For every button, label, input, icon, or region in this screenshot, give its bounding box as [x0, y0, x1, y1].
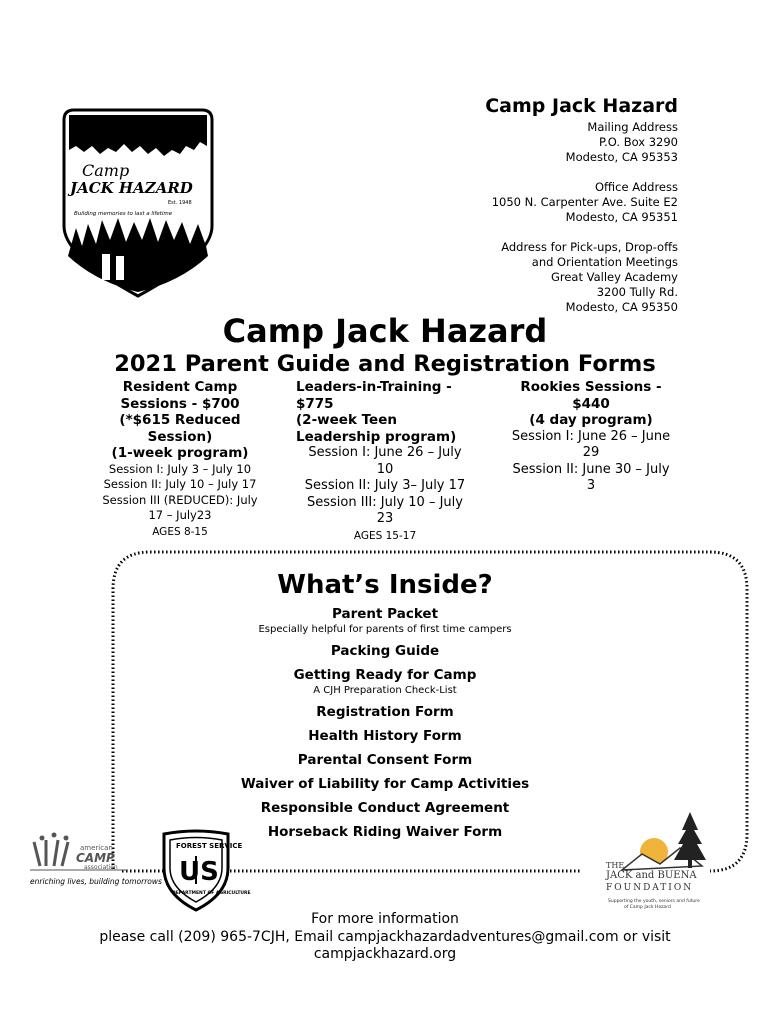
- session-line: Session I: July 3 – July 10: [108, 461, 252, 476]
- mailing-line: Modesto, CA 95353: [565, 150, 678, 164]
- office-label: Office Address: [594, 180, 678, 194]
- program-heading: Leadership program): [296, 428, 457, 445]
- contents-item: Getting Ready for Camp: [293, 667, 477, 683]
- contents-item: Packing Guide: [330, 643, 440, 659]
- session-line: Session II: June 30 – July: [512, 461, 670, 477]
- svg-text:association: association: [84, 864, 118, 871]
- contents-subtext: A CJH Preparation Check-List: [313, 685, 457, 696]
- jack-and-buena-foundation-logo: [602, 808, 720, 914]
- pickup-line: Great Valley Academy: [550, 270, 678, 284]
- office-line: 1050 N. Carpenter Ave. Suite E2: [491, 195, 678, 209]
- forest-service-shield-logo: [158, 828, 251, 912]
- footer-line: For more information: [311, 911, 459, 927]
- ages-label: AGES 8-15: [152, 525, 208, 538]
- session-line: Session I: June 26 – June: [511, 428, 671, 444]
- program-heading: $440: [572, 395, 610, 412]
- leaders-in-training-column: [296, 379, 474, 543]
- contents-subtext: Especially helpful for parents of first time campers: [258, 624, 512, 635]
- org-name: Camp Jack Hazard: [485, 95, 678, 117]
- contents-item: Waiver of Liability for Camp Activities: [240, 776, 530, 792]
- rookies-column: [500, 379, 682, 495]
- session-line: 29: [582, 445, 600, 460]
- contents-item: Health History Form: [308, 728, 462, 744]
- svg-text:US: US: [179, 857, 219, 887]
- office-line: Modesto, CA 95351: [565, 210, 678, 224]
- session-line: Session III (REDUCED): July: [102, 492, 258, 507]
- svg-text:DEPARTMENT OF AGRICULTURE: DEPARTMENT OF AGRICULTURE: [172, 891, 251, 896]
- contents-item: Responsible Conduct Agreement: [260, 800, 510, 816]
- resident-camp-column: [92, 379, 268, 539]
- mailing-label: Mailing Address: [587, 120, 678, 134]
- pickup-label: Address for Pick-ups, Drop-offs: [501, 240, 678, 254]
- svg-text:Est. 1948: Est. 1948: [168, 200, 192, 206]
- whats-inside-section: [0, 568, 770, 848]
- program-heading: $775: [296, 395, 334, 412]
- program-heading: Session): [147, 428, 213, 445]
- svg-text:JACK and BUENA: JACK and BUENA: [606, 870, 697, 881]
- page-subtitle: 2021 Parent Guide and Registration Forms: [114, 351, 656, 377]
- session-line: 23: [376, 511, 394, 526]
- svg-text:JACK HAZARD: JACK HAZARD: [70, 179, 193, 197]
- svg-text:FOUNDATION: FOUNDATION: [606, 883, 694, 893]
- svg-text:enriching lives, building tomo: enriching lives, building tomorrows: [30, 877, 162, 886]
- svg-text:Supporting the youth, seniors: Supporting the youth, seniors and future: [608, 899, 700, 904]
- american-camp-association-logo: [28, 832, 162, 892]
- session-line: Session II: July 3– July 17: [304, 478, 466, 493]
- contents-item: Registration Form: [316, 704, 454, 720]
- program-heading: Resident Camp: [122, 379, 238, 395]
- mailing-line: P.O. Box 3290: [599, 135, 678, 149]
- svg-text:Building memories to last a li: Building memories to last a lifetime: [74, 211, 173, 217]
- camp-jack-hazard-logo: [60, 106, 216, 298]
- pickup-line: 3200 Tully Rd.: [596, 285, 678, 299]
- program-heading: (4 day program): [529, 412, 653, 428]
- svg-text:CAMP: CAMP: [76, 851, 115, 865]
- program-heading: Rookies Sessions -: [520, 379, 662, 395]
- session-line: 3: [586, 478, 596, 493]
- whats-inside-heading: What’s Inside?: [277, 570, 493, 600]
- svg-text:of Camp Jack Hazard: of Camp Jack Hazard: [624, 905, 671, 910]
- contents-item: Parent Packet: [331, 606, 439, 622]
- footer-line: please call (209) 965-7CJH, Email campjackhazardadventures@gmail.com or visit: [99, 928, 671, 945]
- pickup-line: Modesto, CA 95350: [565, 300, 678, 314]
- ages-label: AGES 15-17: [353, 529, 417, 542]
- svg-text:FOREST SERVICE: FOREST SERVICE: [176, 842, 243, 850]
- svg-text:THE: THE: [606, 861, 625, 870]
- session-line: Session II: July 10 – July 17: [103, 477, 257, 491]
- svg-text:american: american: [80, 844, 113, 852]
- program-heading: Leaders-in-Training -: [296, 379, 452, 395]
- program-heading: (1-week program): [111, 445, 249, 461]
- contents-item: Parental Consent Form: [297, 752, 473, 768]
- svg-text:Camp: Camp: [82, 161, 130, 180]
- program-heading: Sessions - $700: [120, 395, 240, 412]
- pickup-line: and Orientation Meetings: [531, 255, 678, 269]
- address-block: [418, 94, 678, 315]
- session-line: Session III: July 10 – July: [307, 494, 463, 510]
- footer-line: campjackhazard.org: [313, 946, 457, 962]
- contents-item: Horseback Riding Waiver Form: [267, 824, 503, 840]
- session-line: Session I: June 26 – July: [308, 445, 462, 460]
- page-title: Camp Jack Hazard: [222, 312, 548, 350]
- session-line: 10: [376, 461, 394, 477]
- program-heading: (*$615 Reduced: [119, 412, 241, 428]
- program-heading: (2-week Teen: [296, 412, 397, 428]
- footer-contact: [0, 911, 770, 964]
- session-line: 17 – July23: [148, 508, 212, 522]
